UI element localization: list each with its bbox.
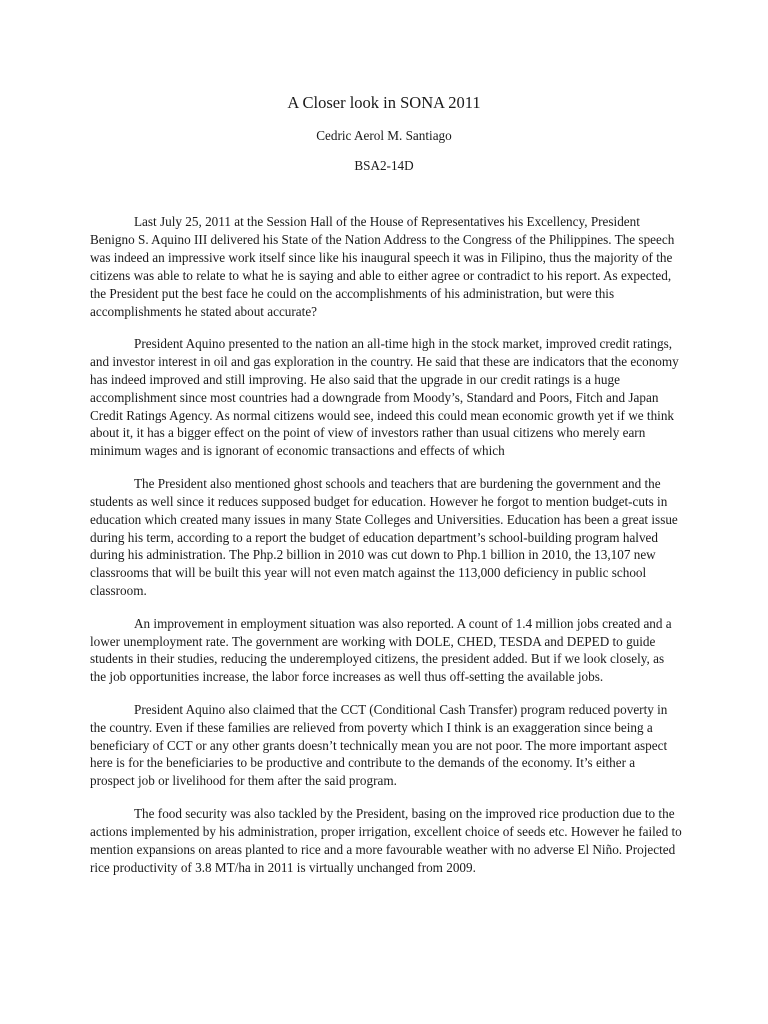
paragraph-economy: President Aquino presented to the nation an all-time high in the stock market, improved credit ratings, and investor interest in oil and gas exploration in the country. He said that these are indicators that the economy has indeed improved and still improving. He also said that the upgrade in our credit ratings is a huge accomplishment since most countries had a downgrade from Moody’s, Standard and Poors, Fitch and Japan Credit Ratings Agency. As normal citizens would see, indeed this could mean economic growth yet if we think about it, it has a bigger effect on the point of view of investors rather than usual citizens who merely earn minimum wages and is ignorant of economic transactions and effects of which [90,335,679,459]
paragraph-food-security: The food security was also tackled by the President, basing on the improved rice production due to the actions implemented by his administration, proper irrigation, excellent choice of seeds etc. However he failed to mention expansions on areas planted to rice and a more favourable weather with no adverse El Niño. Projected rice productivity of 3.8 MT/ha in 2011 is virtually unchanged from 2009. [90,805,682,875]
document-title: A Closer look in SONA 2011 [287,93,481,112]
paragraph-cct: President Aquino also claimed that the CCT (Conditional Cash Transfer) program reduced poverty in the country. Even if these families are relieved from poverty which I think is an exaggeration since being a beneficiary of CCT or any other grants doesn’t technically mean you are not poor. The more important aspect here is for the beneficiaries to be productive and contribute to the demands of the economy. It’s either a prospect job or livelihood for them after the said program. [90,701,668,789]
paragraph-education: The President also mentioned ghost schools and teachers that are burdening the government and the students as well since it reduces supposed budget for education. However he forgot to mention budget-cuts in education which created many issues in many State Colleges and Universities. Education has been a great issue during his term, according to a report the budget of education department’s school-building program halved during his administration. The Php.2 billion in 2010 was cut down to Php.1 billion in 2010, the 13,107 new classrooms that will be built this year will not even match against the 113,000 deficiency in public school classroom. [90,475,678,599]
document-body [90,213,682,891]
section-code: BSA2-14D [354,158,414,173]
paragraph-intro: Last July 25, 2011 at the Session Hall of the House of Representatives his Excellency, President Benigno S. Aquino III delivered his State of the Nation Address to the Congress of the Philippines. The speech was indeed an impressive work itself since like his inaugural speech it was in Filipino, thus the majority of the citizens was able to relate to what he is saying and able to either agree or contradict to his report. As expected, the President put the best face he could on the accomplishments of his administration, but were this accomplishments he stated about accurate? [90,214,675,319]
author-name: Cedric Aerol M. Santiago [316,128,452,143]
paragraph-employment: An improvement in employment situation was also reported. A count of 1.4 million jobs created and a lower unemployment rate. The government are working with DOLE, CHED, TESDA and DEPED to guide students in their studies, reducing the underemployed citizens, the president added. But if we look closely, as the job opportunities increase, the labor force increases as well thus off-setting the available jobs. [90,615,672,685]
